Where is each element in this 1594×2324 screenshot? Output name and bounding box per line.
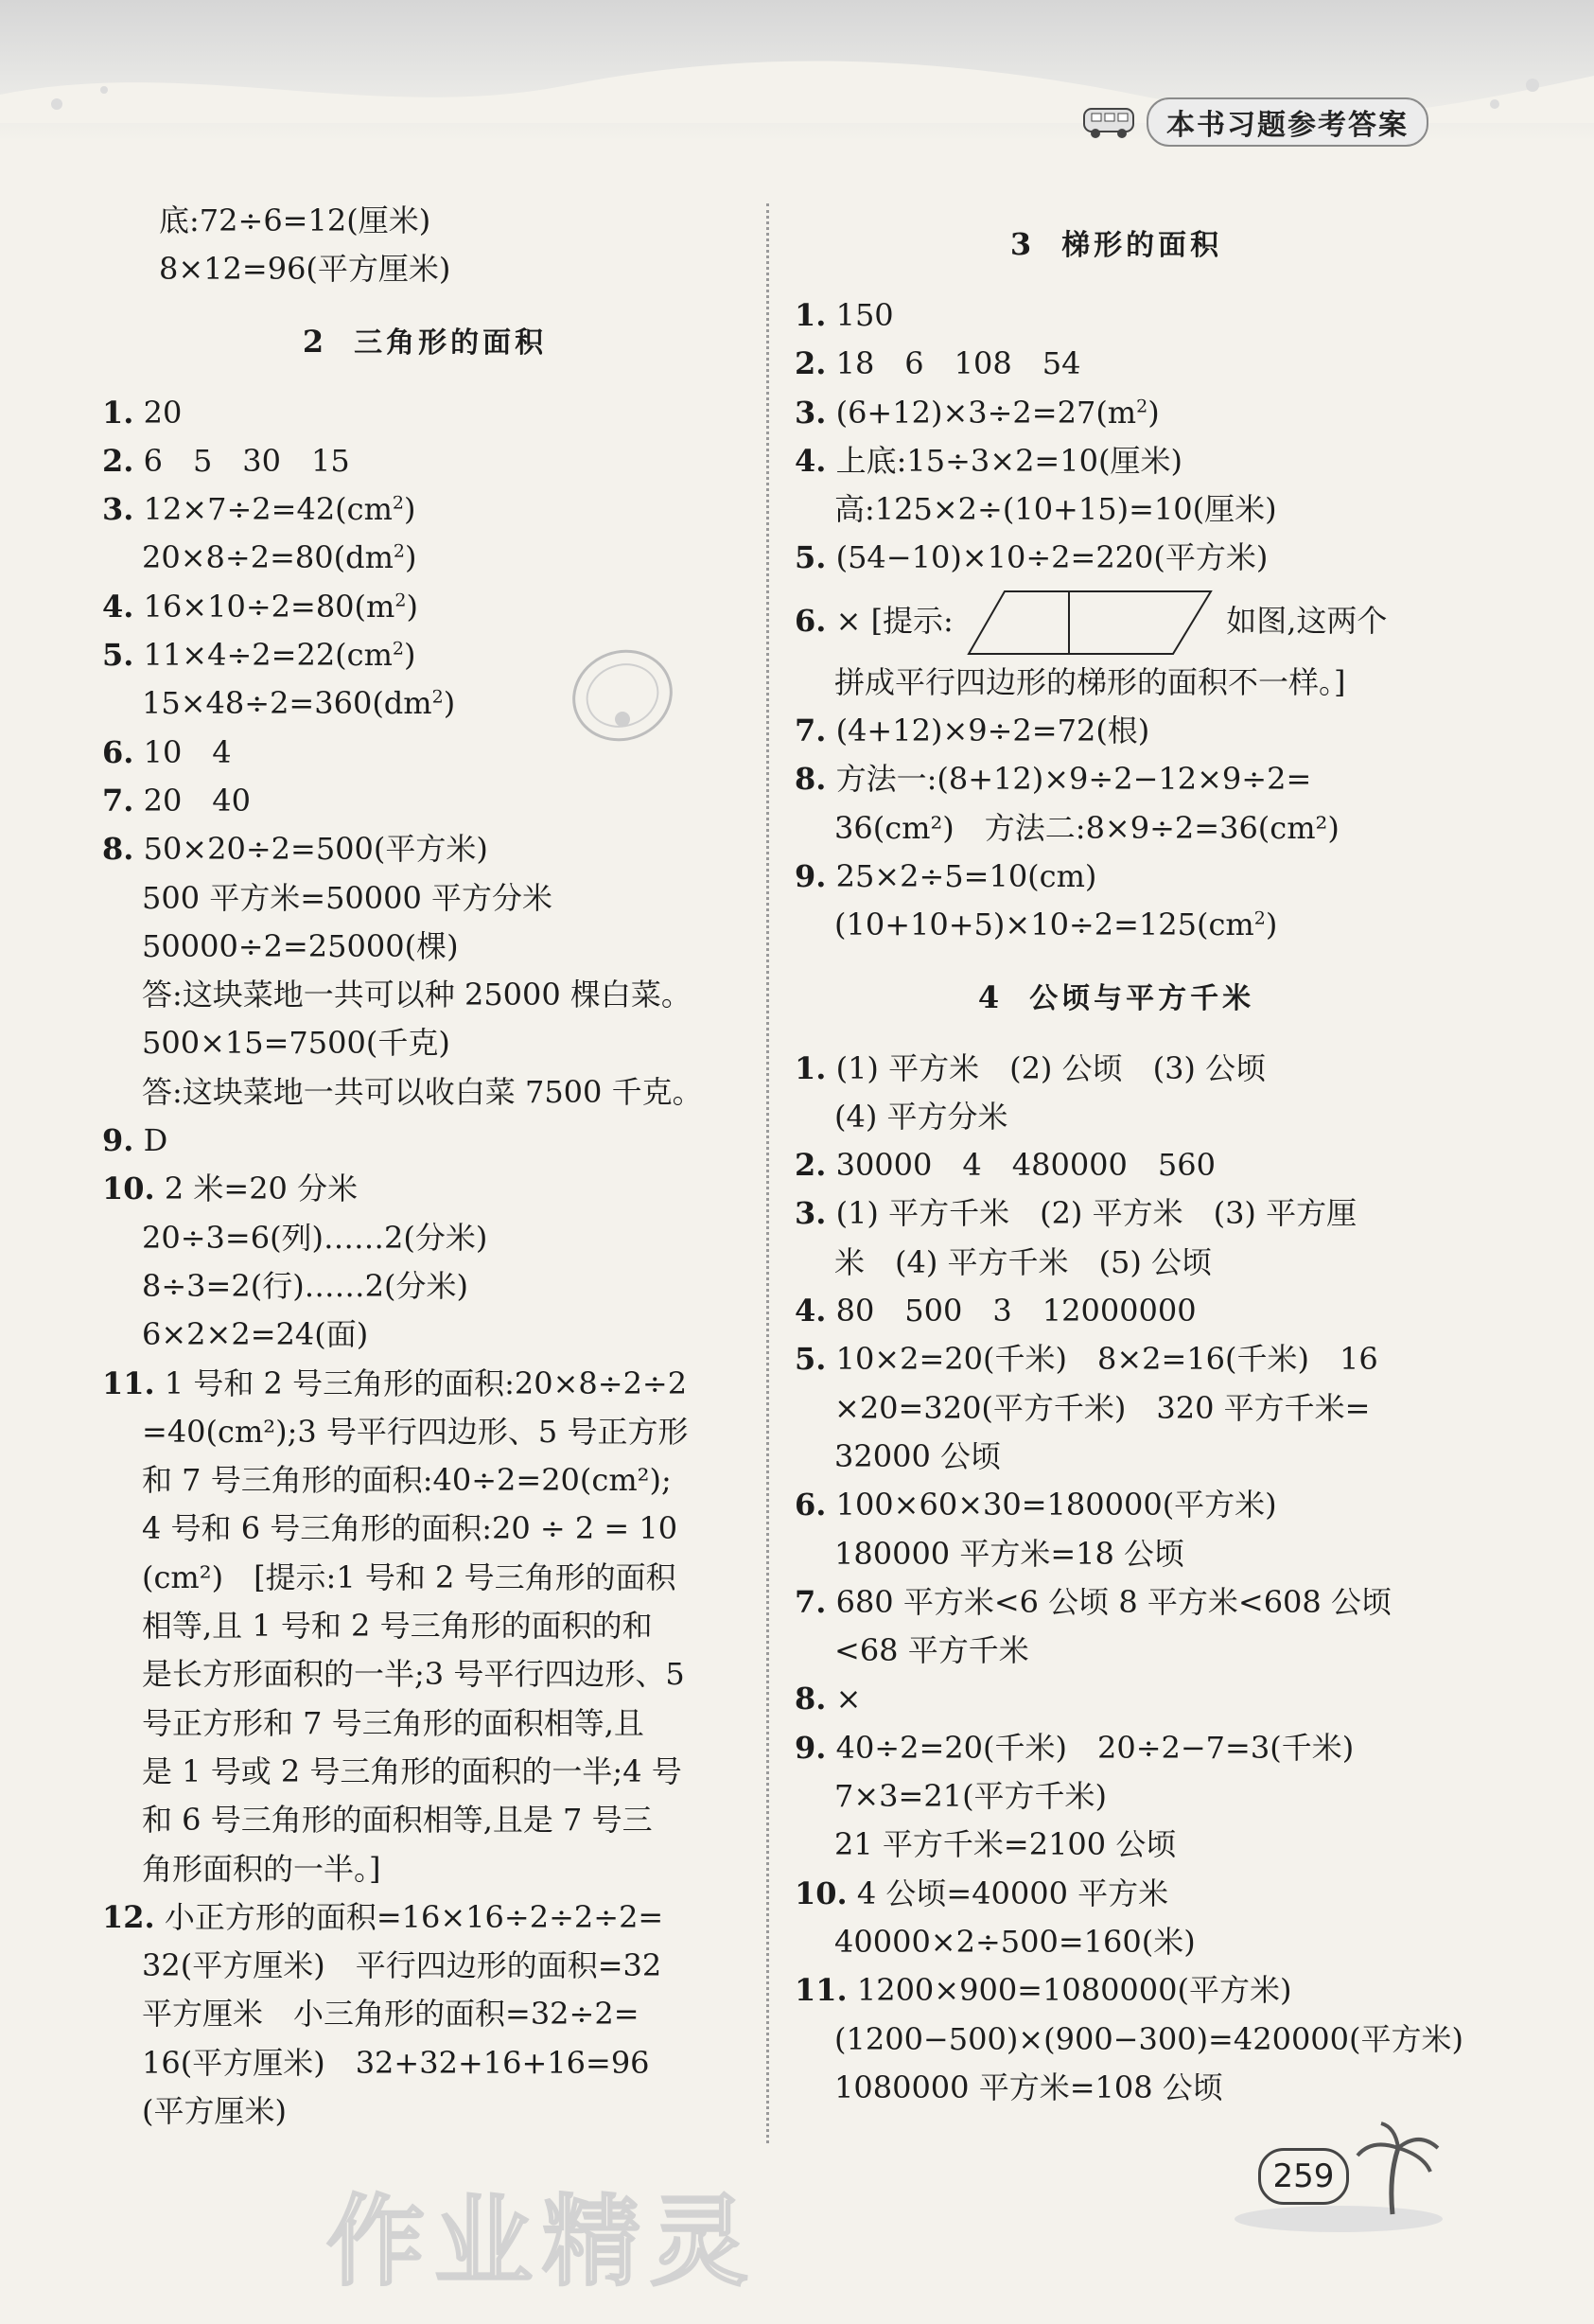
answer-text: 是 1 号或 2 号三角形的面积的一半;4 号 — [142, 1752, 682, 1789]
answer-text: 和 7 号三角形的面积:40÷2=20(cm²); — [142, 1462, 672, 1499]
intro-line: 8×12=96(平方厘米) — [159, 251, 451, 288]
answer-line — [102, 1262, 747, 1311]
answer-text: 32000 公顷 — [834, 1437, 1001, 1474]
answer-text-tail: ) — [443, 685, 456, 722]
answer-line — [102, 1068, 747, 1117]
answer-line — [795, 485, 1438, 534]
question-number: 1. — [102, 394, 134, 431]
answer-line — [795, 1045, 1438, 1093]
answer-line — [102, 437, 747, 485]
answer-text: 180000 平方米=18 公顷 — [834, 1535, 1185, 1572]
answer-line — [795, 1627, 1438, 1675]
question-number: 9. — [795, 857, 827, 894]
question-number: 8. — [795, 1681, 827, 1717]
answer-text: 答:这块菜地一共可以种 25000 棵白菜。 — [142, 977, 692, 1013]
answer-text: 小正方形的面积=16×16÷2÷2÷2= — [164, 1898, 664, 1935]
trapezoid-figure — [967, 590, 1213, 656]
answer-line — [795, 437, 1438, 485]
answer-text: 16×10÷2=80(m — [143, 588, 395, 625]
question-number: 9. — [102, 1122, 134, 1159]
answer-line — [102, 1019, 747, 1067]
answer-line — [795, 1821, 1438, 1869]
question-number: 12. — [102, 1898, 155, 1935]
answer-text: 50×20÷2=500(平方米) — [143, 831, 488, 868]
answer-line-q6: 6. × [提示: 如图,这两个 — [795, 583, 1438, 659]
question-number: 11. — [102, 1364, 155, 1401]
answer-text: (1200−500)×(900−300)=420000(平方米) — [834, 2020, 1463, 2057]
answer-text: =40(cm²);3 号平行四边形、5 号正方形 — [142, 1413, 689, 1450]
answer-line — [795, 340, 1438, 388]
answer-line — [795, 1724, 1438, 1772]
answer-text: 6 5 30 15 — [143, 442, 350, 479]
question-number: 1. — [795, 1049, 827, 1086]
answer-line — [795, 1141, 1438, 1189]
header-title: 本书习题参考答案 — [1147, 97, 1428, 147]
answer-list — [795, 1045, 1463, 2113]
answer-text: 12×7÷2=42(cm — [143, 491, 393, 528]
question-number: 10. — [795, 1875, 848, 1911]
right-column — [795, 197, 1463, 2112]
answer-text: 平方厘米 小三角形的面积=32÷2= — [142, 1996, 639, 2033]
answer-line — [795, 2064, 1438, 2112]
answer-line — [102, 1408, 747, 1456]
question-number: 4. — [102, 588, 134, 625]
watermark-text: 作业精灵 — [326, 2184, 759, 2299]
answer-text-tail: ) — [405, 539, 417, 576]
superscript: 2 — [392, 638, 405, 660]
answer-text: 1200×900=1080000(平方米) — [856, 1972, 1292, 2009]
answer-text: 6×2×2=24(面) — [142, 1316, 369, 1353]
answer-text: 100×60×30=180000(平方米) — [835, 1487, 1277, 1523]
answer-line — [102, 485, 747, 534]
answer-text: 是长方形面积的一半;3 号平行四边形、5 — [142, 1656, 685, 1693]
answer-text: 25×2÷5=10(cm) — [835, 857, 1097, 894]
answer-line — [102, 1505, 747, 1553]
answer-text: (10+10+5)×10÷2=125(cm — [834, 907, 1254, 943]
question-number: 7. — [102, 782, 134, 819]
answer-line — [102, 2039, 747, 2087]
answer-line — [795, 1287, 1438, 1335]
answer-line — [102, 1360, 747, 1408]
answer-text: × — [835, 1681, 862, 1717]
question-number: 2. — [795, 345, 827, 382]
answer-line: 拼成平行四边形的梯形的面积不一样。] — [834, 663, 1346, 700]
answer-line — [795, 1433, 1438, 1481]
question-number: 3. — [102, 491, 134, 528]
answer-line — [102, 923, 747, 971]
answer-line — [102, 1893, 747, 1942]
answer-text: 20 40 — [143, 782, 252, 819]
answer-text: (1) 平方千米 (2) 平方米 (3) 平方厘 — [835, 1195, 1358, 1232]
answer-line — [102, 874, 747, 923]
answer-text: 角形面积的一半。] — [142, 1850, 381, 1887]
answer-text: 16(平方厘米) 32+32+16+16=96 — [142, 2044, 650, 2081]
answer-list — [795, 707, 1438, 949]
question-number: 2. — [795, 1147, 827, 1184]
answer-line — [102, 1796, 747, 1844]
answer-text: 相等,且 1 号和 2 号三角形的面积的和 — [142, 1608, 653, 1645]
answer-text: 1080000 平方米=108 公顷 — [834, 2069, 1223, 2105]
answer-text: (cm²) [提示:1 号和 2 号三角形的面积 — [142, 1558, 676, 1595]
section-title: 4 公顷与平方千米 — [977, 978, 1255, 1015]
answer-line — [795, 534, 1438, 582]
left-column — [102, 197, 747, 2136]
question-number: 5. — [795, 1341, 827, 1378]
answer-line — [102, 1117, 747, 1165]
answer-line — [795, 1335, 1438, 1383]
question-number: 7. — [795, 713, 827, 749]
answer-text: 15×48÷2=360(dm — [142, 685, 432, 722]
question-number: 8. — [102, 831, 134, 868]
question-number: 9. — [795, 1729, 827, 1766]
section-title: 2 三角形的面积 — [302, 323, 548, 360]
answer-line — [795, 1239, 1438, 1287]
answer-line — [795, 2016, 1463, 2064]
stamp-logo — [566, 643, 679, 748]
answer-text: 1 号和 2 号三角形的面积:20×8÷2÷2 — [164, 1364, 688, 1401]
answer-text: 7×3=21(平方千米) — [834, 1778, 1108, 1815]
answer-text: 方法一:(8+12)×9÷2−12×9÷2= — [835, 761, 1312, 798]
question-number: 8. — [795, 761, 827, 798]
answer-text: ×20=320(平方千米) 320 平方千米= — [834, 1389, 1371, 1426]
answer-text: (4) 平方分米 — [834, 1098, 1008, 1135]
superscript: 2 — [394, 590, 407, 611]
answer-text: 32(平方厘米) 平行四边形的面积=32 — [142, 1947, 662, 1984]
answer-line — [795, 1384, 1438, 1433]
answer-line — [795, 1093, 1438, 1141]
answer-text: 80 500 3 12000000 — [835, 1293, 1197, 1329]
question-number: 2. — [102, 442, 134, 479]
answer-line — [795, 901, 1438, 949]
answer-text-tail: ) — [1265, 907, 1278, 943]
answer-line — [795, 1772, 1438, 1821]
answer-line — [795, 1675, 1438, 1723]
answer-line — [795, 389, 1438, 437]
answer-line — [795, 804, 1438, 853]
answer-line — [102, 389, 747, 437]
answer-list — [795, 291, 1438, 583]
answer-line — [102, 1845, 747, 1893]
answer-text: 2 米=20 分米 — [164, 1171, 359, 1207]
answer-text: 10×2=20(千米) 8×2=16(千米) 16 — [835, 1341, 1378, 1378]
answer-line — [102, 1942, 747, 1990]
answer-line — [102, 971, 747, 1019]
answer-text: <68 平方千米 — [834, 1632, 1029, 1669]
answer-text: 20×8÷2=80(dm — [142, 539, 394, 576]
answer-text: 36(cm²) 方法二:8×9÷2=36(cm²) — [834, 809, 1340, 846]
answer-text: 4 公顷=40000 平方米 — [856, 1875, 1169, 1911]
column-divider — [766, 203, 769, 2143]
answer-line — [795, 1189, 1438, 1238]
answer-line — [795, 291, 1438, 340]
answer-text: 号正方形和 7 号三角形的面积相等,且 — [142, 1704, 644, 1741]
answer-text: (1) 平方米 (2) 公顷 (3) 公顷 — [835, 1049, 1267, 1086]
answer-text: 50000÷2=25000(棵) — [142, 927, 459, 964]
answer-text: 40÷2=20(千米) 20÷2−7=3(千米) — [835, 1729, 1355, 1766]
answer-text: 11×4÷2=22(cm — [143, 637, 393, 674]
answer-line — [102, 1214, 747, 1262]
answer-text: 10 4 — [143, 733, 232, 770]
answer-text: (平方厘米) — [142, 2092, 287, 2129]
superscript: 2 — [1253, 907, 1266, 929]
answer-text: (4+12)×9÷2=72(根) — [835, 713, 1150, 749]
section-title: 3 梯形的面积 — [1009, 226, 1223, 262]
answer-text: (6+12)×3÷2=27(m — [835, 394, 1137, 431]
superscript: 2 — [393, 540, 405, 562]
question-number: 6. — [102, 733, 134, 770]
answer-text: 和 6 号三角形的面积相等,且是 7 号三 — [142, 1802, 653, 1839]
answer-line — [102, 1990, 747, 2038]
answer-line — [795, 1966, 1438, 2015]
question-number: 1. — [795, 297, 827, 333]
answer-text: 4 号和 6 号三角形的面积:20 ÷ 2 = 10 — [142, 1510, 678, 1547]
question-number: 4. — [795, 1293, 827, 1329]
intro-line: 底:72÷6=12(厘米) — [159, 202, 431, 238]
answer-text-tail: ) — [404, 491, 416, 528]
answer-line — [102, 1602, 747, 1650]
answer-text: 500 平方米=50000 平方分米 — [142, 879, 553, 916]
section-header-tag — [1078, 93, 1428, 151]
answer-line — [795, 1578, 1438, 1627]
question-number: 10. — [102, 1171, 155, 1207]
page-number: 259 — [1258, 2148, 1349, 2205]
answer-line — [102, 1456, 747, 1505]
answer-line — [102, 1650, 747, 1699]
answer-line — [102, 1748, 747, 1796]
answer-text: 20÷3=6(列)……2(分米) — [142, 1219, 488, 1256]
answer-text: (54−10)×10÷2=220(平方米) — [835, 539, 1269, 576]
answer-text: 8÷3=2(行)……2(分米) — [142, 1267, 469, 1304]
superscript: 2 — [431, 686, 444, 708]
answer-line — [795, 755, 1438, 803]
question-number: 6. — [795, 1487, 827, 1523]
answer-text: 40000×2÷500=160(米) — [834, 1923, 1196, 1960]
answer-text: 21 平方千米=2100 公顷 — [834, 1826, 1177, 1863]
answer-text: 680 平方米<6 公顷 8 平方米<608 公顷 — [835, 1583, 1392, 1620]
answer-text-tail: ) — [404, 637, 416, 674]
answer-text: 高:125×2÷(10+15)=10(厘米) — [834, 491, 1277, 528]
answer-text: 18 6 108 54 — [835, 345, 1081, 382]
answer-line — [795, 1870, 1438, 1918]
answer-text: 150 — [835, 297, 894, 333]
answer-text: 20 — [143, 394, 183, 431]
answer-text: 500×15=7500(千克) — [142, 1025, 450, 1062]
question-number: 3. — [795, 1195, 827, 1232]
answer-text: 米 (4) 平方千米 (5) 公顷 — [834, 1243, 1213, 1280]
question-number: 3. — [795, 394, 827, 431]
answer-text: 答:这块菜地一共可以收白菜 7500 千克。 — [142, 1073, 703, 1110]
answer-line — [102, 1311, 747, 1359]
answer-line — [102, 534, 747, 582]
answer-text-tail: ) — [1147, 394, 1160, 431]
answer-text: 上底:15÷3×2=10(厘米) — [835, 442, 1182, 479]
answer-text: 30000 4 480000 560 — [835, 1147, 1216, 1184]
answer-line — [795, 1530, 1438, 1578]
answer-line — [795, 707, 1438, 755]
superscript: 2 — [392, 492, 405, 514]
answer-line — [102, 583, 747, 631]
answer-text: D — [143, 1122, 168, 1159]
answer-line — [102, 1554, 747, 1602]
question-number: 5. — [102, 637, 134, 674]
answer-line — [102, 1165, 747, 1213]
question-number: 7. — [795, 1583, 827, 1620]
answer-line — [795, 853, 1438, 901]
superscript: 2 — [1136, 395, 1148, 416]
question-number: 11. — [795, 1972, 848, 2009]
answer-line — [795, 1918, 1438, 1966]
answer-line — [102, 1699, 747, 1748]
answer-line — [795, 1481, 1438, 1529]
answer-text-tail: ) — [406, 588, 418, 625]
answer-line — [102, 777, 747, 825]
answer-line — [102, 825, 747, 873]
question-number: 5. — [795, 539, 827, 576]
bus-icon — [1078, 103, 1139, 141]
answer-line — [102, 2087, 747, 2136]
question-number: 4. — [795, 442, 827, 479]
